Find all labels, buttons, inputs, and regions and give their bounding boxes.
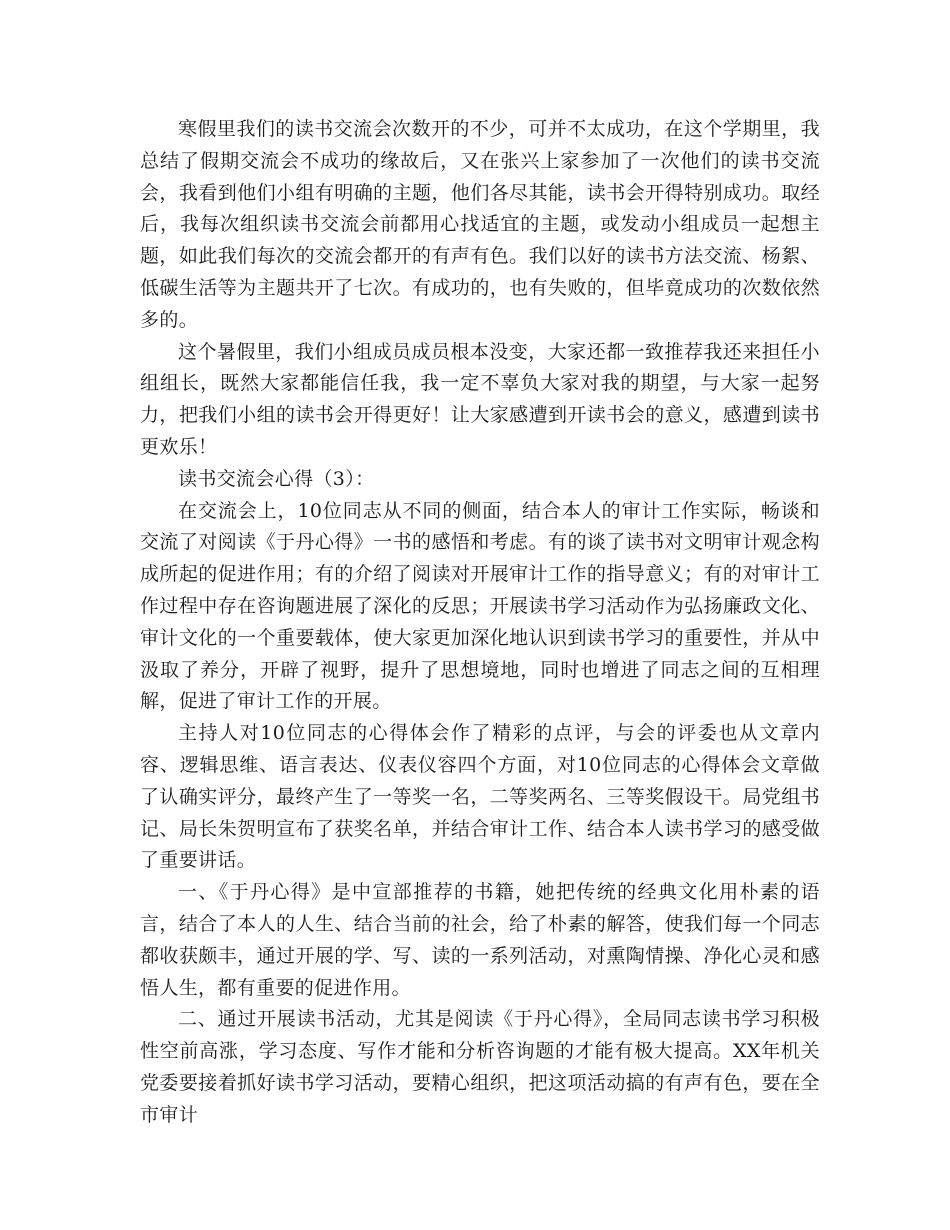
paragraph-meeting-discussion: 在交流会上，10位同志从不同的侧面，结合本人的审计工作实际，畅谈和交流了对阅读《于丹心得》一书的感悟和考虑。有的谈了读书对文明审计观念构成所起的促进作用；有的介绍了阅读对开展审计工作的指导意义；有的对审计工作过程中存在咨询题进展了深化的反思；开展读书学习活动作为弘扬廉政文化、审计文化的一个重要载体，使大家更加深化地认识到读书学习的重要性，并从中汲取了养分，开辟了视野，提升了思想境地，同时也增进了同志之间的互相理解，促进了审计工作的开展。 xyxy=(140,499,820,713)
document-body xyxy=(140,114,820,1132)
paragraph-point-one: 一、《于丹心得》是中宣部推荐的书籍，她把传统的经典文化用朴素的语言，结合了本人的人生、结合当前的社会，给了朴素的解答，使我们每一个同志都收获颇丰，通过开展的学、写、读的一系列活动，对熏陶情操、净化心灵和感悟人生，都有重要的促进作用。 xyxy=(140,881,820,999)
paragraph-point-two: 二、通过开展读书活动，尤其是阅读《于丹心得》，全局同志读书学习积极性空前高涨，学习态度、写作才能和分析咨询题的才能有极大提高。XX年机关党委要接着抓好读书学习活动，要精心组织，把这项活动搞的有声有色，要在全市审计 xyxy=(140,1008,820,1126)
paragraph-winter-reading: 寒假里我们的读书交流会次数开的不少，可并不太成功，在这个学期里，我总结了假期交流会不成功的缘故后，又在张兴上家参加了一次他们的读书交流会，我看到他们小组有明确的主题，他们各尽其能，读书会开得特别成功。取经后，我每次组织读书交流会前都用心找适宜的主题，或发动小组成员一起想主题，如此我们每次的交流会都开的有声有色。我们以好的读书方法交流、杨絮、低碳生活等为主题共开了七次。有成功的，也有失败的，但毕竟成功的次数依然多的。 xyxy=(140,118,820,331)
paragraph-summer-plan: 这个暑假里，我们小组成员成员根本没变，大家还都一致推荐我还来担任小组组长，既然大家都能信任我，我一定不辜负大家对我的期望，与大家一起努力，把我们小组的读书会开得更好！让大家感遭到开读书会的意义，感遭到读书更欢乐！ xyxy=(140,340,820,458)
paragraph-host-review: 主持人对10位同志的心得体会作了精彩的点评，与会的评委也从文章内容、逻辑思维、语言表达、仪表仪容四个方面，对10位同志的心得体会文章做了认确实评分，最终产生了一等奖一名，二等奖两名、三等奖假设干。局党组书记、局长朱贺明宣布了获奖名单，并结合审计工作、结合本人读书学习的感受做了重要讲话。 xyxy=(140,722,820,872)
section-heading-3: 读书交流会心得（3）： xyxy=(178,467,375,490)
